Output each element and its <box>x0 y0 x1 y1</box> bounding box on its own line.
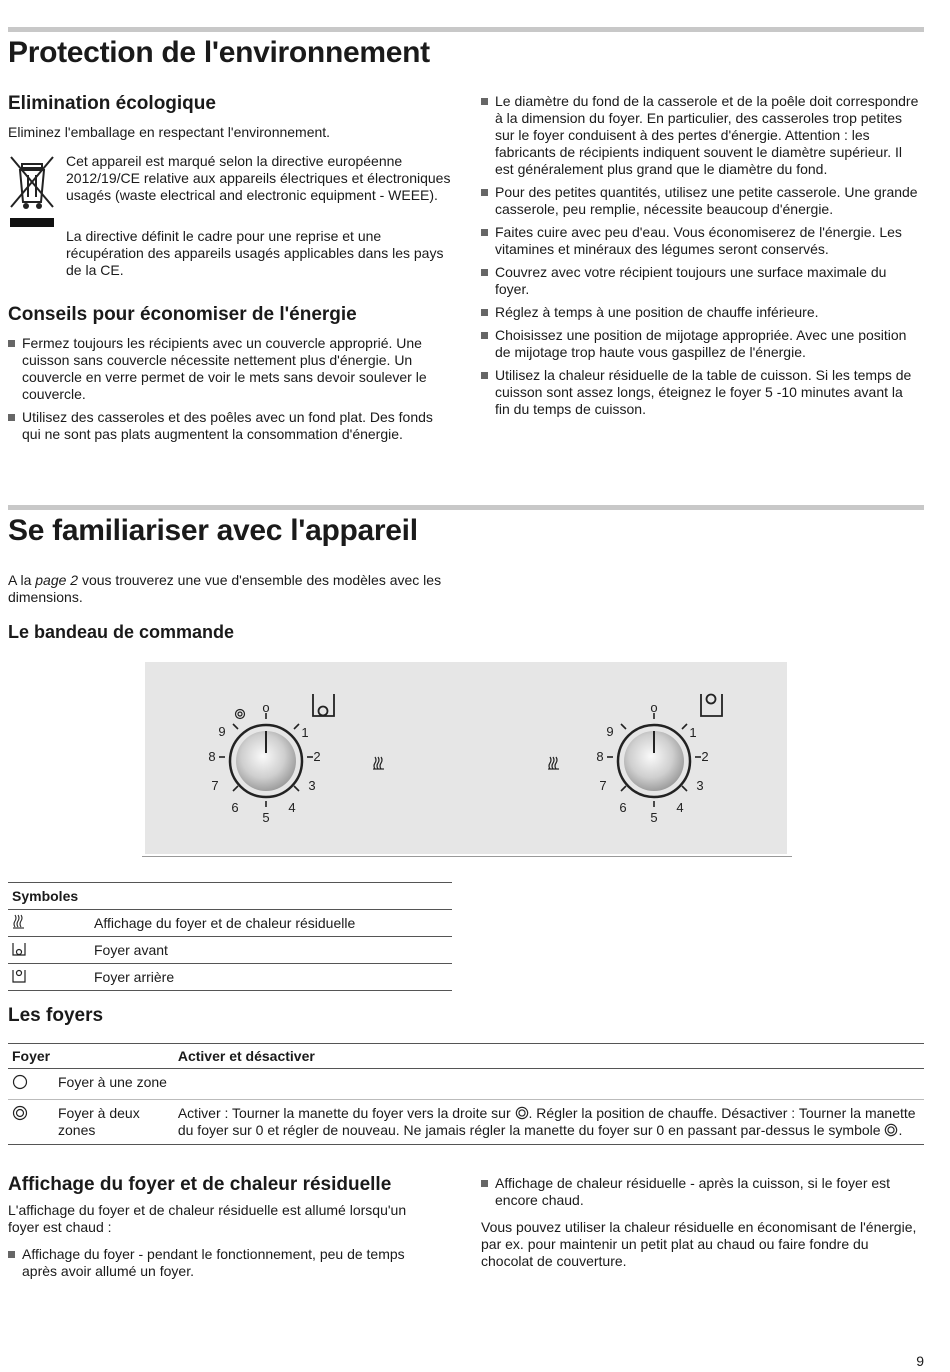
symbol-label: Affichage du foyer et de chaleur résiduelle <box>90 910 452 937</box>
table-row <box>8 1069 924 1100</box>
knob-label: 2 <box>313 749 321 764</box>
knob-label: 6 <box>231 800 239 815</box>
activation-col-header: Activer et désactiver <box>174 1044 924 1069</box>
front-zone-icon <box>8 937 90 964</box>
knob-label: 5 <box>262 810 270 825</box>
knob-label: 7 <box>211 778 219 793</box>
dual-zone-icon <box>236 710 245 719</box>
list-item: Faites cuire avec peu d'eau. Vous économiserez de l'énergie. Les vitamines et minéraux des légumes seront conservés. <box>481 224 921 258</box>
list-item: Le diamètre du fond de la casserole et de la poêle doit correspondre à la dimension du foyer. En particulier, des casseroles trop petites sur le foyer conduisent à des pertes d'énergie. Attention : les fabricants de récipients indiquent souvent le diamètre supérieur. Il est généralement plus grand que le diamètre du fond. <box>481 93 921 178</box>
weee-bin-icon <box>8 154 58 230</box>
weee-text: Cet appareil est marqué selon la directive européenne 2012/19/CE relative aux appareils électriques et électroniques usagés (waste electrical and electronic equipment - WEEE). <box>66 153 451 203</box>
elimination-heading: Elimination écologique <box>8 93 216 114</box>
right-knob <box>607 713 704 807</box>
list-item: Utilisez la chaleur résiduelle de la table de cuisson. Si les temps de cuisson sont assez longs, éteignez le foyer 5 -10 minutes avant la fin du temps de cuisson. <box>481 367 921 418</box>
table-row <box>8 1100 924 1145</box>
energy-tips-left <box>8 335 450 449</box>
page-link[interactable]: page 2 <box>35 572 79 588</box>
foyer-description: Activer : Tourner la manette du foyer vers la droite sur . Régler la position de chauffe. Désactiver : Tourner la manette du foyer sur 0 et régler de nouveau. Ne jamais régler la manette du foyer sur 0 en passant par-dessus le symbole . <box>174 1100 924 1145</box>
foyers-heading: Les foyers <box>8 1005 104 1026</box>
page-number: 9 <box>916 1353 924 1369</box>
knob-label: 8 <box>208 749 216 764</box>
front-zone-icon <box>313 694 334 716</box>
heat-wave-icon <box>8 910 90 937</box>
knob-label: 9 <box>218 724 226 739</box>
list-item: Pour des petites quantités, utilisez une petite casserole. Une grande casserole, peu remplie, nécessite beaucoup d'énergie. <box>481 184 921 218</box>
list-item: Affichage de chaleur résiduelle - après la cuisson, si le foyer est encore chaud. <box>481 1175 921 1209</box>
display-list-left <box>8 1246 428 1286</box>
heat-wave-icon <box>548 757 559 769</box>
knob-label: 6 <box>619 800 627 815</box>
knob-label: 5 <box>650 810 658 825</box>
foyer-description <box>174 1069 924 1100</box>
page-title: Protection de l'environnement <box>8 36 430 69</box>
table-row <box>8 910 452 937</box>
panel-divider <box>142 856 792 857</box>
symbols-table <box>8 882 452 991</box>
section-title: Se familiariser avec l'appareil <box>8 514 418 547</box>
table-row <box>8 937 452 964</box>
control-panel <box>145 662 787 854</box>
table-row <box>8 964 452 991</box>
section-intro: A la page 2 vous trouverez une vue d'ensemble des modèles avec les dimensions. <box>8 572 442 605</box>
foyer-label: Foyer à deux zones <box>54 1100 174 1145</box>
knob-label: 1 <box>689 725 697 740</box>
section-rule <box>8 505 924 510</box>
dual-zone-icon <box>884 1123 898 1137</box>
elimination-intro: Eliminez l'emballage en respectant l'environnement. <box>8 124 331 140</box>
knob-label: 3 <box>696 778 704 793</box>
display-paragraph: Vous pouvez utiliser la chaleur résiduelle en économisant de l'énergie, par ex. pour maintenir un petit plat au chaud ou faire fondre du chocolat de couverture. <box>481 1219 917 1269</box>
dual-zone-icon <box>8 1100 54 1145</box>
directive-text: La directive définit le cadre pour une reprise et une récupération des appareils usagés applicables dans les pays de la CE. <box>66 228 444 278</box>
knob-label: 7 <box>599 778 607 793</box>
knob-label: 3 <box>308 778 316 793</box>
section-rule <box>8 27 924 32</box>
knob-label: 1 <box>301 725 309 740</box>
list-item: Affichage du foyer - pendant le fonctionnement, peu de temps après avoir allumé un foyer. <box>8 1246 428 1280</box>
list-item: Couvrez avec votre récipient toujours une surface maximale du foyer. <box>481 264 921 298</box>
list-item: Utilisez des casseroles et des poêles avec un fond plat. Des fonds qui ne sont pas plats augmentent la consommation d'énergie. <box>8 409 450 443</box>
list-item: Fermez toujours les récipients avec un couvercle approprié. Une cuisson sans couvercle nécessite nettement plus d'énergie. Un couvercle en verre permet de voir le mets sans devoir soulever le couvercle. <box>8 335 450 403</box>
display-intro: L'affichage du foyer et de chaleur résiduelle est allumé lorsqu'un foyer est chaud : <box>8 1202 407 1235</box>
foyers-table <box>8 1043 924 1145</box>
knob-label: 9 <box>606 724 614 739</box>
heat-wave-icon <box>373 757 384 769</box>
list-item: Choisissez une position de mijotage appropriée. Avec une position de mijotage trop haute vous gaspillez de l'énergie. <box>481 327 921 361</box>
energy-heading: Conseils pour économiser de l'énergie <box>8 304 357 325</box>
foyer-col-header: Foyer <box>8 1044 174 1069</box>
knob-label: o <box>650 700 658 715</box>
panel-heading: Le bandeau de commande <box>8 622 235 642</box>
symbols-header: Symboles <box>8 883 452 910</box>
symbol-label: Foyer avant <box>90 937 452 964</box>
knob-label: 2 <box>701 749 709 764</box>
dual-zone-icon <box>515 1106 529 1120</box>
foyer-label: Foyer à une zone <box>54 1069 174 1100</box>
display-heading: Affichage du foyer et de chaleur résiduelle <box>8 1174 392 1195</box>
energy-tips-right <box>481 93 921 424</box>
knob-label: 4 <box>288 800 296 815</box>
knob-label: 8 <box>596 749 604 764</box>
display-list-right <box>481 1175 921 1215</box>
left-knob <box>219 713 316 807</box>
list-item: Réglez à temps à une position de chauffe inférieure. <box>481 304 921 321</box>
knob-label: 4 <box>676 800 684 815</box>
control-panel-drawing <box>145 662 787 854</box>
symbol-label: Foyer arrière <box>90 964 452 991</box>
knob-label: o <box>262 700 270 715</box>
single-zone-icon <box>8 1069 54 1100</box>
rear-zone-icon <box>8 964 90 991</box>
rear-zone-icon <box>701 694 722 716</box>
